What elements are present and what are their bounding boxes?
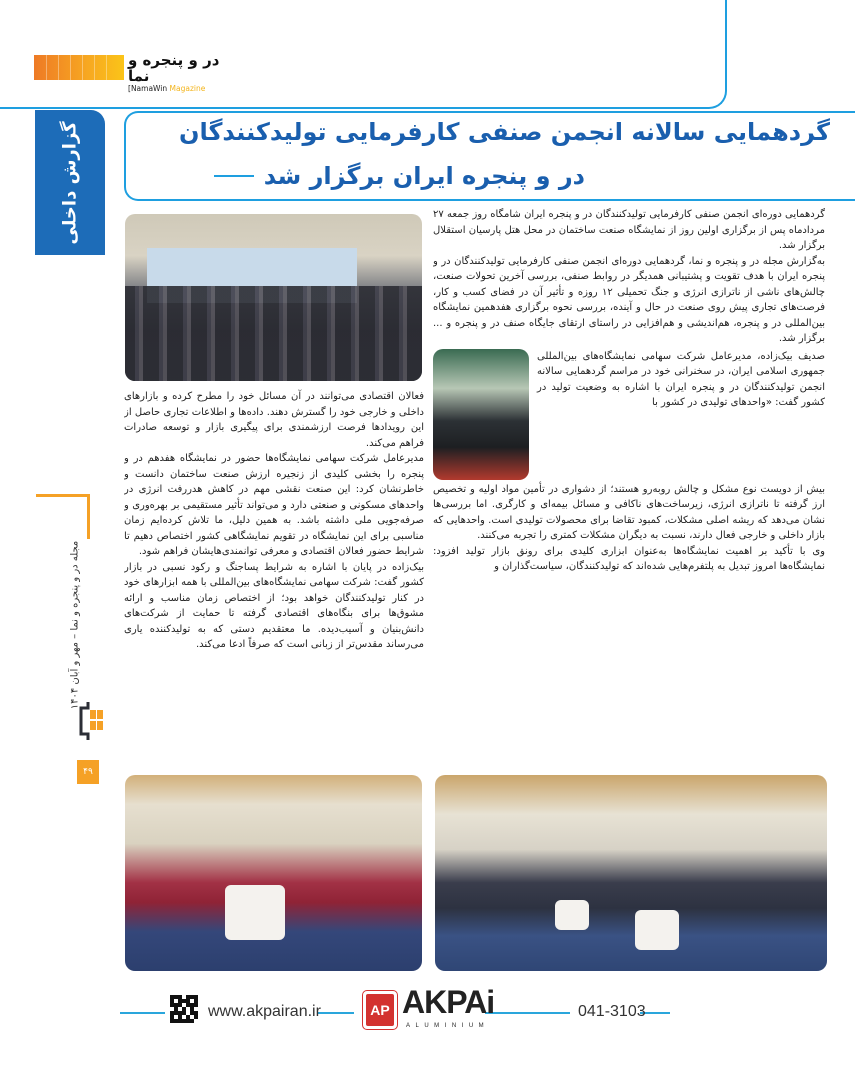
article-column-left [124, 389, 424, 769]
article-title [130, 114, 830, 194]
article-column-right [433, 207, 825, 767]
qr-code[interactable] [170, 995, 198, 1023]
footer-rule [120, 1012, 165, 1014]
issue-caption: مجله در و پنجره و نما – مهر و آبان ۱۴۰۴ [69, 540, 81, 710]
magazine-logo [128, 51, 238, 93]
paragraph: به‌گزارش مجله در و پنجره و نما، گردهمایی دوره‌ای انجمن صنفی کارفرمایی تولیدکنندگان در و پنجره ایران با هدف تقویت و پشتیبانی همدیگر در روابط صنفی، بررسی آخرین تحولات صنعت، چالش‌های ناشی از ناترازی انرژی و جنگ تحمیلی ۱۲ روزه و تأثیر آن در فضای کسب و کار، فرصت‌های تجاری پیش روی صنعت در حال و آینده، بررسی نحوه برگزاری هفدهمین نمایشگاه بین‌المللی در و پنجره، هم‌اندیشی و هم‌افزایی در راستای ارتقای جایگاه صنف در و پنجره و ... برگزار شد. [433, 255, 825, 344]
article-column-right-bottom [433, 482, 825, 575]
article-column-right-middle [433, 349, 825, 480]
side-rule-horizontal [36, 494, 90, 497]
akpai-brand-name: AKPAi [402, 984, 495, 1020]
footer-rule [318, 1012, 354, 1014]
table [225, 885, 285, 940]
window-icon [78, 700, 104, 742]
page-number: ۴۹ [77, 760, 99, 784]
paragraph: وی با تأکید بر اهمیت نمایشگاه‌ها به‌عنوان ابزاری کلیدی برای رونق بازار تولید افزود: نمایشگاه‌ها امروز تبدیل به پلتفرم‌هایی شده‌اند که تولیدکنندگان، سیاست‌گذاران و [433, 545, 825, 572]
header-color-bar [34, 55, 124, 80]
title-rule [214, 175, 254, 177]
magazine-logo-fa: در و پنجره و نما [128, 51, 220, 85]
article-title-line2-row [214, 158, 585, 194]
akpai-logo-mark: AP [362, 990, 398, 1030]
paragraph: بیش از دویست نوع مشکل و چالش روبه‌رو هستند؛ از دشواری در تأمین مواد اولیه و تخصیص ارز گرفته تا ناترازی انرژی، زیرساخت‌های ناکافی و مسائل بیمه‌ای و کارگری. اما بررسی‌ها نشان می‌دهد که ریشه اصلی مشکلات، کمبود تقاضا برای محصولات تولیدی است. واحدهایی که بازار داخلی و خارجی فعال دارند، نسبت به دیگران مشکلات کمتری را تجربه می‌کنند. [433, 483, 825, 541]
paragraph: بیک‌زاده در پایان با اشاره به شرایط پساجنگ و رکود نسبی در بازار کشور گفت: شرکت سهامی نمایشگاه‌های بین‌المللی با همه ابزارهای خود در کنار تولیدکنندگان خواهد بود؛ از اختصاص زمان مناسب و ارائه مشوق‌ها برای بنگاه‌های اقتصادی گرفته تا حمایت از شرکت‌های دانش‌بنیان و آسیب‌دیده. ما معتقدیم دستی که به تولیدکننده یاری می‌رساند مقدس‌تر از زبانی است که صرفاً ادعا می‌کند. [124, 561, 424, 650]
hall-seated-photo [125, 775, 422, 971]
table [555, 900, 589, 930]
group-photo [125, 214, 422, 381]
paragraph: صدیف بیک‌زاده، مدیرعامل شرکت سهامی نمایشگاه‌های بین‌المللی جمهوری اسلامی ایران، در سخنرانی خود در مراسم گردهمایی سالانه انجمن تولیدکنندگان در و پنجره ایران با اشاره به وضعیت تولید در کشور گفت: «واحدهای تولیدی در کشور با [537, 350, 825, 408]
akpai-brand-sub: ALUMINIUM [406, 1023, 490, 1029]
paragraph: مدیرعامل شرکت سهامی نمایشگاه‌ها حضور در نمایشگاه هفدهم در و پنجره را بخشی کلیدی از زنجیره ارزش صنعت ساختمان دانست و خاطرنشان کرد: این صنعت نقشی مهم در کاهش هدررفت انرژی در واحدهای مسکونی و صنعتی دارد و می‌تواند تأثیر مستقیمی بر بهره‌وری و صرفه‌جویی ملی داشته باشد. به همین دلیل، ما تلاش کرده‌ایم زمان مناسبی برای این نمایشگاه در تقویم نمایشگاهی کشور اختصاص دهیم تا شرایط حضور فعالان اقتصادی و معرفی توانمندی‌هایشان فراهم شود. [124, 453, 424, 557]
article-title-line2: در و پنجره ایران برگزار شد [263, 162, 585, 190]
magazine-logo-en: [NamaWin Magazine [128, 84, 206, 93]
phone-number[interactable]: 041-3103 [578, 1003, 646, 1020]
crowd [125, 286, 422, 381]
footer-rule [485, 1012, 570, 1014]
table [635, 910, 679, 950]
section-label: گزارش داخلی [59, 120, 81, 245]
paragraph: گردهمایی دوره‌ای انجمن صنفی کارفرمایی تولیدکنندگان در و پنجره ایران شامگاه روز جمعه ۲۷ مردادماه پس از برگزاری اولین روز از نمایشگاه صنعت ساختمان در محل هتل پارسیان استقلال برگزار شد. [433, 209, 825, 251]
side-rule-vertical [87, 494, 90, 539]
speaker-photo [433, 349, 529, 480]
paragraph: فعالان اقتصادی می‌توانند در آن مسائل خود را مطرح کرده و بازارهای داخلی و خارجی خود را گسترش دهند. داده‌ها و اطلاعات تجاری حاصل از این رویدادها فرصت ارزشمندی برای پیگیری بازار و توسعه صادرات فراهم می‌کند. [124, 391, 424, 449]
website-link[interactable]: www.akpairan.ir [208, 1003, 321, 1020]
article-column-right-top [433, 207, 825, 347]
hall-standing-photo [435, 775, 827, 971]
article-title-line1: گردهمایی سالانه انجمن صنفی کارفرمایی تولیدکنندگان [178, 118, 830, 146]
section-tab [35, 110, 105, 255]
